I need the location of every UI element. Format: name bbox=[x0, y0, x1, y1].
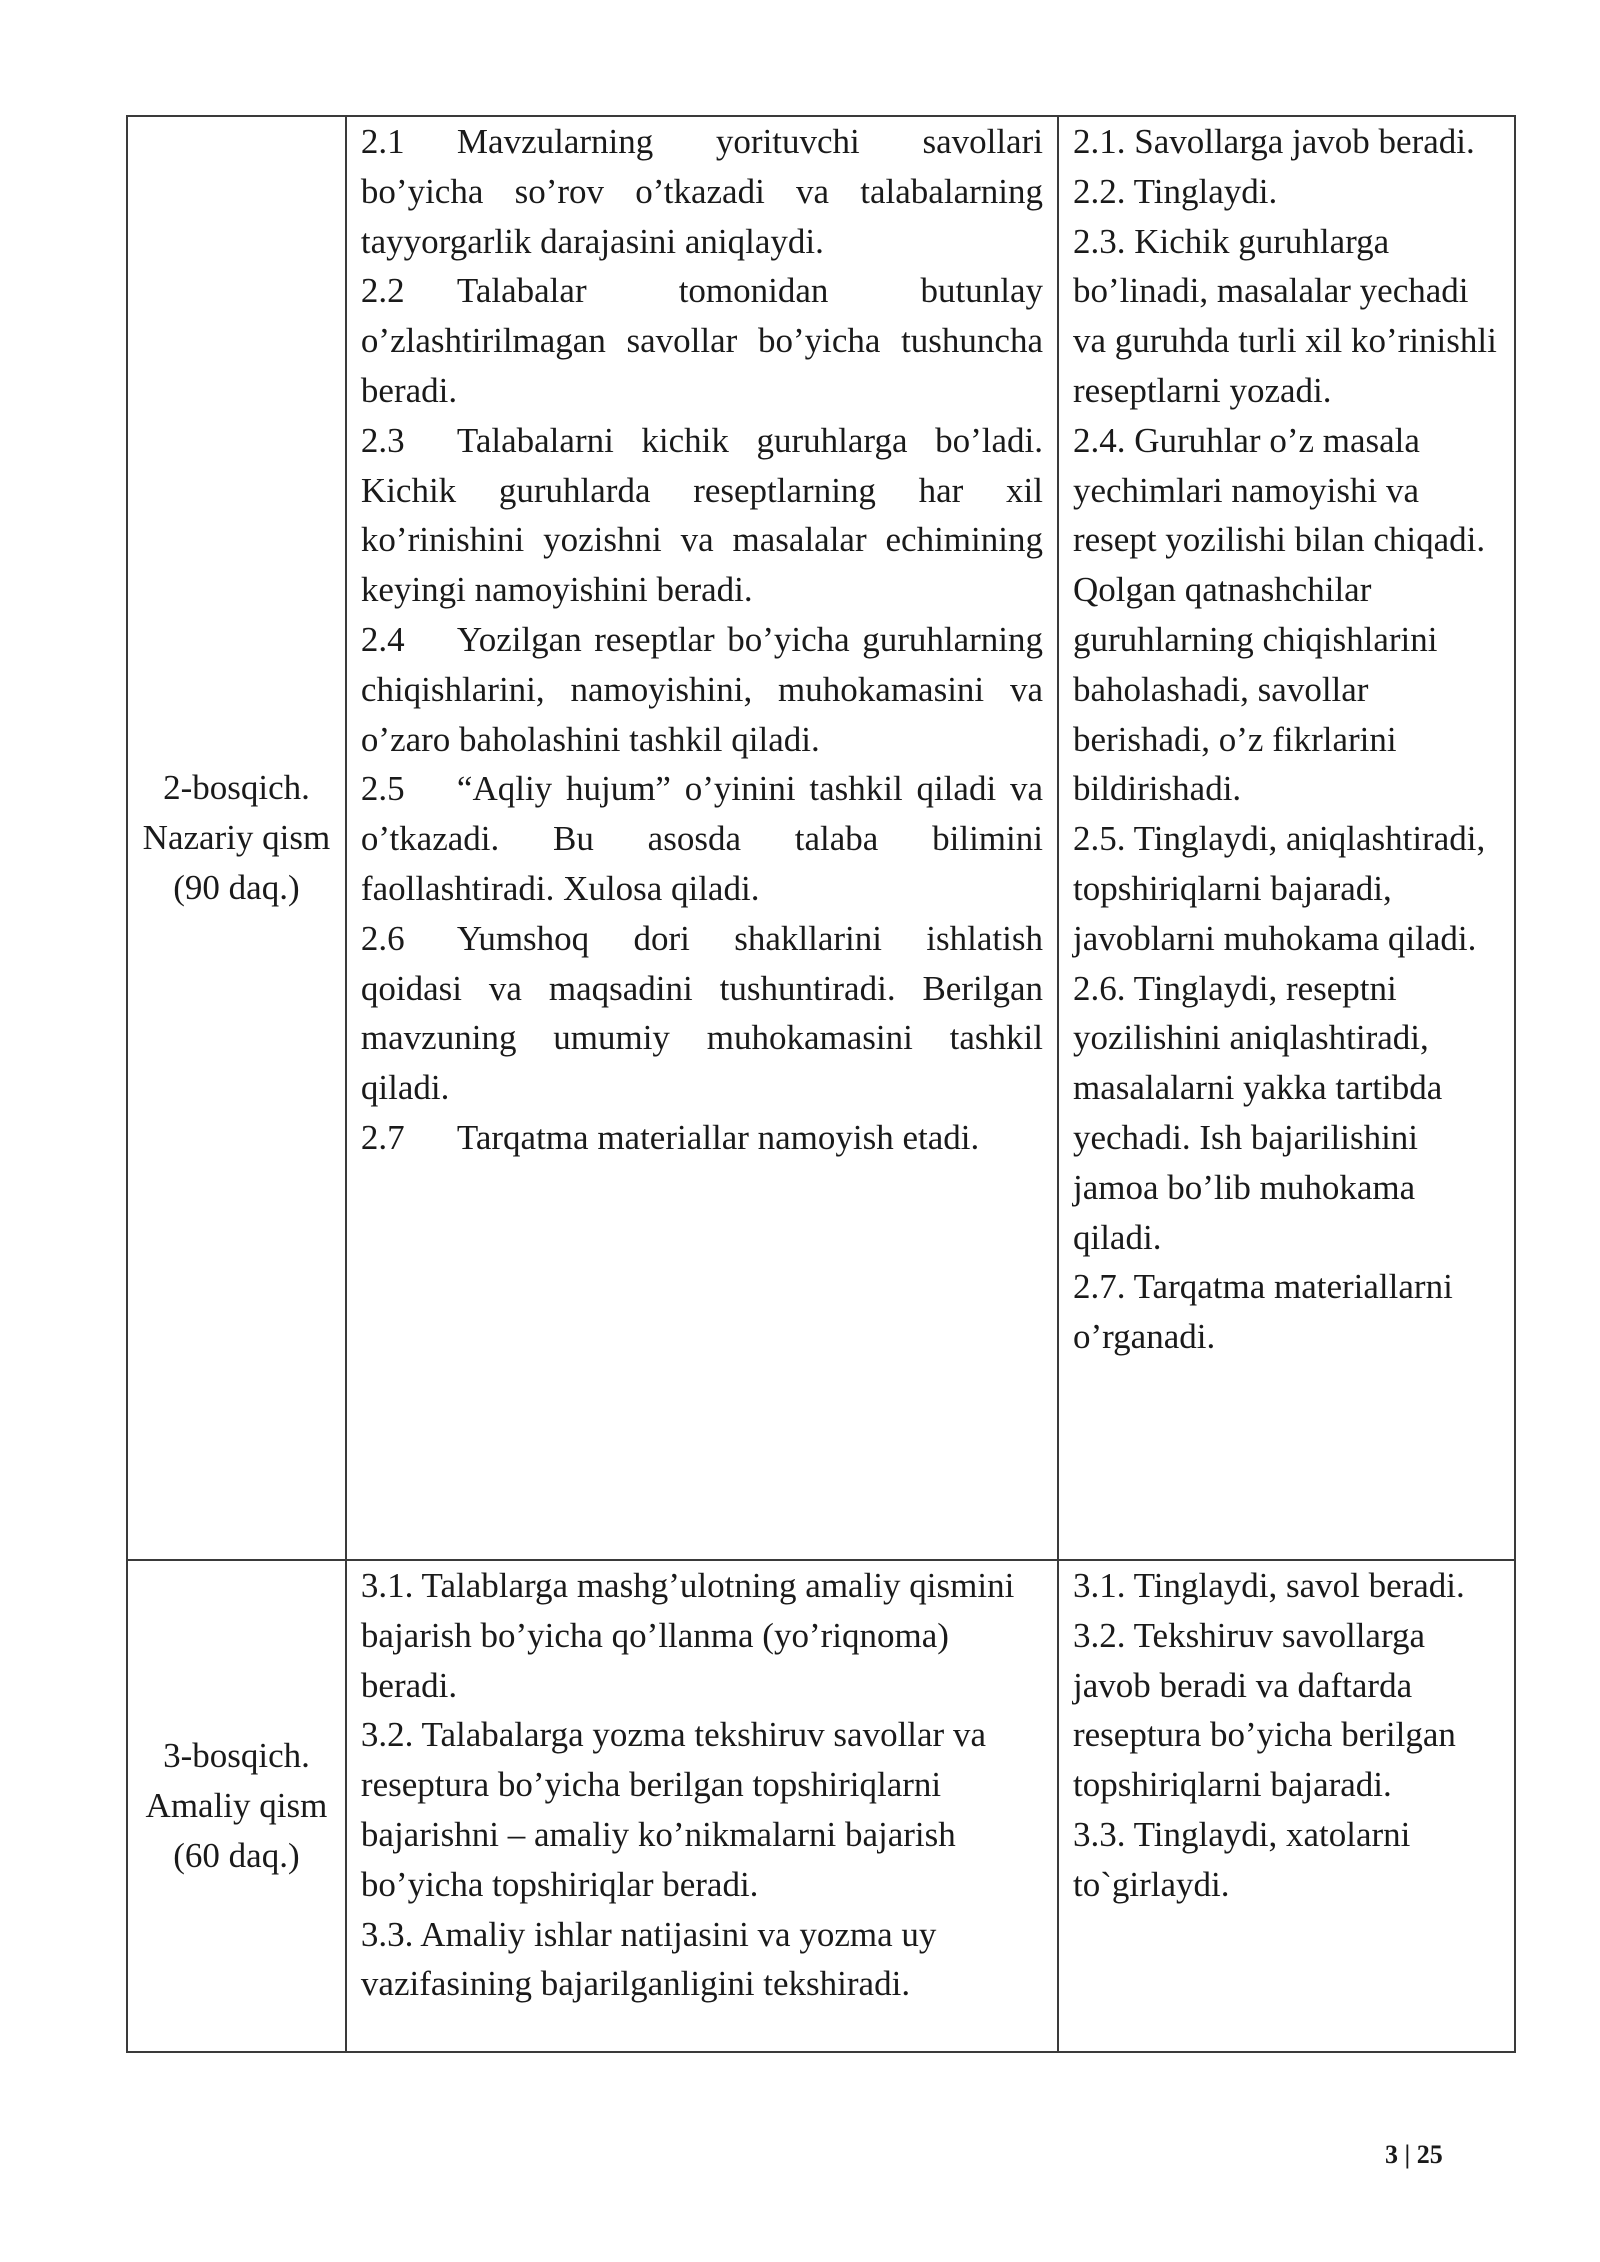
teacher-step: 3.2. Talabalarga yozma tekshiruv savollar va reseptura bo’yicha berilgan topshiriqlarni bajarishni – amaliy ko’nikmalarni bajarish bo’yicha topshiriqlar beradi. bbox=[360, 1715, 986, 1904]
teacher-step: 3.1. Talablarga mashg’ulotning amaliy qismini bajarish bo’yicha qo’llanma (yo’riqnoma) beradi. bbox=[360, 1566, 1015, 1705]
stage-duration: (90 daq.) bbox=[173, 867, 300, 907]
teacher-step: 2.6 Yumshoq dori shakllarini ishlatish qoidasi va maqsadini tushuntiradi. Berilgan mavzuning umumiy muhokamasini tashkil qiladi. bbox=[360, 918, 1043, 1108]
student-step: 2.7. Tarqatma materiallarni o’rganadi. bbox=[1072, 1267, 1453, 1357]
teacher-step: 3.3. Amaliy ishlar natijasini va yozma uy vazifasining bajarilganligini tekshiradi. bbox=[360, 1914, 937, 2004]
student-activity-cell bbox=[1058, 116, 1515, 1560]
student-step: 2.5. Tinglaydi, aniqlashtiradi, topshiriqlarni bajaradi, javoblarni muhokama qiladi. bbox=[1072, 819, 1486, 958]
lesson-plan-table bbox=[126, 115, 1516, 2053]
student-step: 2.3. Kichik guruhlarga bo’linadi, masalalar yechadi va guruhda turli xil ko’rinishli reseptlarni yozadi. bbox=[1072, 221, 1497, 410]
student-step: Qolgan qatnashchilar guruhlarning chiqishlarini baholashadi, savollar berishadi, o’z fikrlarini bildirishadi. bbox=[1072, 570, 1438, 809]
stage-cell bbox=[127, 1560, 346, 2052]
teacher-step: 2.4 Yozilgan reseptlar bo’yicha guruhlarning chiqishlarini, namoyishini, muhokamasini va o’zaro baholashini tashkil qiladi. bbox=[360, 619, 1043, 759]
stage-part: Amaliy qism bbox=[145, 1786, 328, 1826]
page-number: 3 | 25 bbox=[1385, 2140, 1443, 2169]
student-step: 3.3. Tinglaydi, xatolarni to`girlaydi. bbox=[1072, 1814, 1411, 1904]
student-step: 2.1. Savollarga javob beradi. bbox=[1072, 122, 1475, 161]
student-step: 3.2. Tekshiruv savollarga javob beradi va daftarda reseptura bo’yicha berilgan topshiriqlarni bajaradi. bbox=[1072, 1615, 1456, 1805]
student-step: 2.4. Guruhlar o’z masala yechimlari namoyishi va resept yozilishi bilan chiqadi. bbox=[1072, 420, 1486, 560]
table-row bbox=[127, 1560, 1515, 2052]
teacher-activity-cell bbox=[346, 116, 1058, 1560]
student-step: 3.1. Tinglaydi, savol beradi. bbox=[1072, 1566, 1465, 1605]
stage-title: 3-bosqich. bbox=[163, 1736, 310, 1776]
stage-duration: (60 daq.) bbox=[173, 1835, 300, 1875]
student-activity-cell bbox=[1058, 1560, 1515, 2052]
teacher-step: 2.2 Talabalar tomonidan butunlay o’zlashtirilmagan savollar bo’yicha tushuncha beradi. bbox=[360, 271, 1043, 410]
table-row bbox=[127, 116, 1515, 1560]
student-step: 2.6. Tinglaydi, reseptni yozilishini aniqlashtiradi, masalalarni yakka tartibda yechadi. Ish bajarilishini jamoa bo’lib muhokama qiladi. bbox=[1072, 968, 1443, 1257]
stage-cell bbox=[127, 116, 346, 1560]
teacher-step: 2.7 Tarqatma materiallar namoyish etadi. bbox=[360, 1117, 980, 1157]
stage-part: Nazariy qism bbox=[142, 818, 331, 858]
teacher-step: 2.5 “Aqliy hujum” o’yinini tashkil qiladi va o’tkazadi. Bu asosda talaba bilimini faollashtiradi. Xulosa qiladi. bbox=[360, 769, 1043, 908]
teacher-step: 2.3 Talabalarni kichik guruhlarga bo’ladi. Kichik guruhlarda reseptlarning har xil ko’rinishini yozishni va masalalar echimining keyingi namoyishini beradi. bbox=[360, 420, 1043, 610]
stage-title: 2-bosqich. bbox=[163, 768, 310, 808]
teacher-step: 2.1 Mavzularning yorituvchi savollari bo’yicha so’rov o’tkazadi va talabalarning tayyorgarlik darajasini aniqlaydi. bbox=[360, 122, 1043, 261]
teacher-activity-cell bbox=[346, 1560, 1058, 2052]
student-step: 2.2. Tinglaydi. bbox=[1072, 171, 1278, 211]
